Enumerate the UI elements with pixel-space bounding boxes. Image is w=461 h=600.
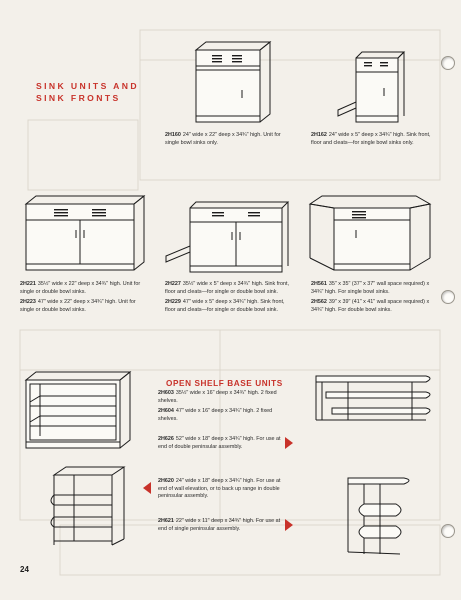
item-code: 2H603 <box>158 390 174 396</box>
item-code: 2H229 <box>165 299 181 306</box>
arrow-left-2h620 <box>143 482 151 494</box>
caption-2h603-2h604 <box>158 390 283 426</box>
item-code: 2H221 <box>20 281 36 287</box>
arrow-right-2h626 <box>285 437 293 449</box>
item-text: 24" wide x 22" deep x 34¾" high. Unit for single bowl sinks only. <box>165 132 281 146</box>
corner-cabinet-2h561-drawing <box>306 194 434 278</box>
item-text: 35½" wide x 22" deep x 34¾" high. Unit for single or double bowl sinks. <box>20 281 141 295</box>
heading-line-1: SINK UNITS AND <box>36 81 139 91</box>
wall-end-shelf-2h620-drawing <box>44 465 128 549</box>
item-code: 2H223 <box>20 299 36 306</box>
item-text: 47" wide x 22" deep x 34¾" high. Unit for single or double bowl sinks. <box>20 299 136 313</box>
page-number: 24 <box>20 565 29 574</box>
caption-2h621 <box>158 518 283 536</box>
item-text: 35½" wide x 16" deep x 34¾" high. 2 fixed shelves. <box>158 390 277 404</box>
item-code: 2H604 <box>158 408 174 415</box>
binder-hole-top <box>441 56 455 70</box>
caption-2h620 <box>158 478 283 504</box>
heading-line-2: SINK FRONTS <box>36 93 121 103</box>
caption-2h221-2h223 <box>20 281 148 317</box>
item-code: 2H227 <box>165 281 181 287</box>
caption-2h626 <box>158 436 283 454</box>
item-text: 24" wide x 18" deep x 34¾" high. For use at end of wall elevation, or to back up range in double peninsular assembly. <box>158 478 281 500</box>
binder-hole-bottom <box>441 524 455 538</box>
item-code: 2H562 <box>311 299 327 306</box>
sink-front-2h162-drawing <box>334 50 406 128</box>
single-peninsular-2h621-drawing <box>344 470 420 562</box>
caption-2h227-2h229 <box>165 281 295 317</box>
cabinet-2h221-drawing <box>20 192 148 276</box>
caption-2h561-2h562 <box>311 281 439 317</box>
section-heading-open-shelf: OPEN SHELF BASE UNITS <box>166 379 283 388</box>
cabinet-2h160-drawing <box>192 40 272 126</box>
item-code: 2H160 <box>165 132 181 138</box>
arrow-right-2h621 <box>285 519 293 531</box>
item-text: 39" x 39" (41" x 41" wall space required) x 34¾" high. For double bowl sinks. <box>311 299 430 313</box>
item-text: 47" wide x 5" deep x 34¾" high. Sink front, floor and cleats—for single or double bowl sink. <box>165 299 285 313</box>
item-code: 2H620 <box>158 478 174 484</box>
item-code: 2H162 <box>311 132 327 138</box>
item-text: 47" wide x 16" deep x 34¾" high. 2 fixed shelves. <box>158 408 273 422</box>
section-heading-sink-units <box>36 80 139 104</box>
item-text: 22" wide x 11" deep x 34¾" high. For use at end of single peninsular assembly. <box>158 518 281 532</box>
sink-front-2h227-drawing <box>160 200 290 278</box>
item-code: 2H561 <box>311 281 327 287</box>
item-text: 35½" wide x 5" deep x 34¾" high. Sink front, floor and cleats—for single or double bowl sink. <box>165 281 290 295</box>
open-shelf-2h603-drawing <box>22 370 134 452</box>
item-text: 24" wide x 5" deep x 34¾" high. Sink front, floor and cleats—for single bowl sinks only. <box>311 132 431 146</box>
item-text: 35" x 35" (37" x 37" wall space required) x 34¾" high. For single bowl sinks. <box>311 281 430 295</box>
item-text: 52" wide x 18" deep x 34¾" high. For use at end of double peninsular assembly. <box>158 436 281 450</box>
item-code: 2H621 <box>158 518 174 524</box>
caption-2h162 <box>311 132 437 150</box>
peninsular-shelf-2h626-drawing <box>308 370 436 426</box>
item-code: 2H626 <box>158 436 174 442</box>
binder-hole-middle <box>441 290 455 304</box>
caption-2h160 <box>165 132 295 150</box>
